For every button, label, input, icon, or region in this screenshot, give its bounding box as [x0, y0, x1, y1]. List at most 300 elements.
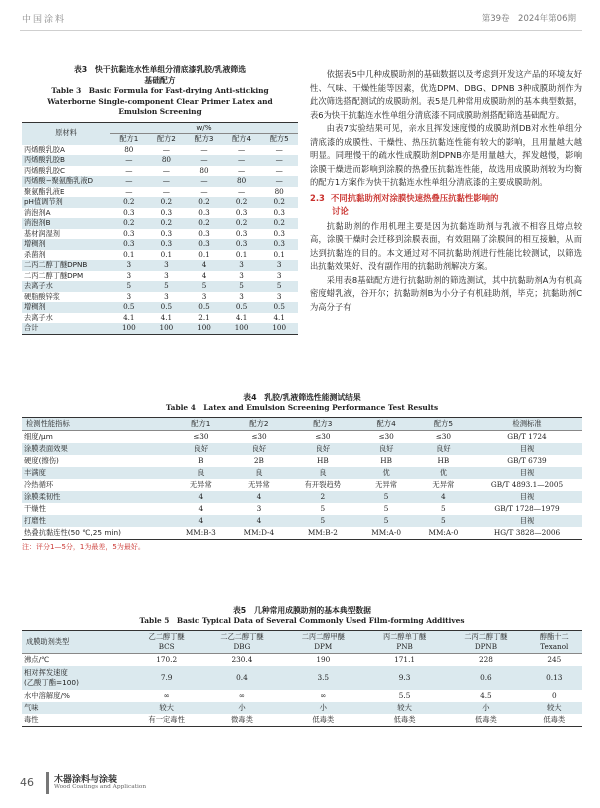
table4-cell: 良 [230, 467, 289, 479]
table3-cell: 4 [185, 260, 223, 271]
table4-cell: MM:B-3 [172, 527, 230, 540]
table5-col-header-cn: 二丙二醇丁醚 [464, 631, 508, 641]
table3-cell: — [185, 155, 223, 166]
table5-row-label-text: 沸点/℃ [24, 654, 50, 664]
table4-cell: 良 [172, 467, 230, 479]
table4-cell: GB/T 4893.1—2005 [472, 479, 582, 491]
table5-cell: 较大 [364, 702, 445, 714]
table5-cell: ∞ [201, 690, 282, 702]
table3-cell: 3 [148, 271, 186, 282]
table4-cell: HB [288, 455, 357, 467]
table4-row [22, 479, 582, 491]
table5-col-header [283, 630, 364, 653]
table4-cell: 优 [415, 467, 472, 479]
table5-col-header-en: DPM [314, 641, 333, 651]
table5-row [22, 702, 582, 714]
table5-row-label [22, 666, 132, 690]
table5-cell: 低毒类 [445, 714, 526, 727]
table4-row [22, 443, 582, 455]
table3-cell: 0.3 [110, 208, 148, 219]
table3-cell: — [260, 145, 298, 156]
table3-row-label: 杀菌剂 [22, 250, 110, 261]
table4-cell: 5 [358, 491, 415, 503]
table3-cell: 0.1 [148, 250, 186, 261]
table3-row-label: 增稠剂 [22, 239, 110, 250]
table3-row-label: 去离子水 [22, 313, 110, 324]
table3-block [22, 64, 298, 335]
section-number: 2.3 [310, 192, 325, 203]
table5-row-label-text: 水中溶解度/% [24, 690, 70, 700]
table4-row-label: 细度/μm [22, 430, 172, 443]
table5-cell: 0 [527, 690, 582, 702]
table5-col-header [364, 630, 445, 653]
table5-body [22, 653, 582, 726]
table4-cell: 无异常 [172, 479, 230, 491]
table4-col-header: 配方5 [415, 417, 472, 430]
table3-cell: 0.3 [260, 208, 298, 219]
table3-cell: 0.3 [260, 229, 298, 240]
table4-cell: 良 [288, 467, 357, 479]
table4-cell: 5 [358, 515, 415, 527]
table3-cell: 0.3 [148, 239, 186, 250]
table4-cell: 无异常 [230, 479, 289, 491]
table5-col-header [527, 630, 582, 653]
table5-col-header-cn: 二丙二醇甲醚 [301, 631, 345, 641]
table3-row [22, 302, 298, 313]
table4-cell: 良好 [172, 443, 230, 455]
table4-row-label: 涂膜柔韧性 [22, 491, 172, 503]
table5-row-label [22, 690, 132, 702]
table3-cell: 3 [260, 292, 298, 303]
table3-row-label: 二丙二醇丁醚DPNB [22, 260, 110, 271]
table5-col-header-en: Texanol [540, 641, 569, 651]
table3-cell: 0.2 [185, 218, 223, 229]
table3-row-label: 基材润湿剂 [22, 229, 110, 240]
table4-row-label: 打磨性 [22, 515, 172, 527]
table3-row [22, 292, 298, 303]
table5-row-label [22, 653, 132, 666]
table3-cell: 0.5 [260, 302, 298, 313]
table5-col-header-en: DPNB [474, 641, 497, 651]
table3-cell: 0.3 [185, 239, 223, 250]
paragraph: 由表7实验结果可见，亲水且挥发速度慢的成膜助剂DB对水性单组分清底漆的成膜性、干燥性、热压抗黏连性能有较大的影响，且用量越大越明显。同理慢干的疏水性成膜助剂DPNB亦是用量越大，挥发越慢，影响涂膜干燥进而影响到涂膜的热叠压抗黏连性能，故选用成膜助剂较为均衡的配方1方案作为快干抗黏连水性单组分清底漆的主要成膜助剂。 [310, 123, 582, 187]
table5-block [22, 605, 582, 727]
table4-cell: 4 [415, 491, 472, 503]
table4-cell: 良好 [415, 443, 472, 455]
table3-row-label: 合计 [22, 323, 110, 334]
table4-cell: MM:D-4 [230, 527, 289, 540]
table5-col-header [445, 630, 526, 653]
table3-row [22, 197, 298, 208]
table3-cell: — [148, 166, 186, 177]
table3-header-raw: 原材料 [22, 122, 110, 145]
table3-cell: — [185, 187, 223, 198]
table3-cell: 0.3 [223, 229, 261, 240]
table3-cell: 2.1 [185, 313, 223, 324]
table3-cell: 100 [110, 323, 148, 334]
table4-cell: HG/T 3828—2006 [472, 527, 582, 540]
table3-cell: 0.3 [223, 208, 261, 219]
table3-cell: 3 [148, 260, 186, 271]
table4-row [22, 503, 582, 515]
table5-caption-en: Table 5 Basic Typical Data of Several Commonly Used Film-forming Additives [139, 616, 465, 625]
table4-cell: 无异常 [415, 479, 472, 491]
table4-row [22, 467, 582, 479]
table4-cell: MM:A-0 [415, 527, 472, 540]
table3-cell: 0.3 [148, 208, 186, 219]
table4-cell: 目视 [472, 515, 582, 527]
table3-cell: 4.1 [223, 313, 261, 324]
page-number: 46 [20, 776, 34, 789]
table5-cell: ∞ [132, 690, 201, 702]
table5-row-label [22, 714, 132, 727]
table5-cell: 245 [527, 653, 582, 666]
table4-row [22, 430, 582, 443]
table5-cell: ∞ [283, 690, 364, 702]
table4-note: 注：评分1—5分，1为最差，5为最好。 [22, 542, 145, 551]
table3-cell: 0.1 [223, 250, 261, 261]
table4-cell: 优 [358, 467, 415, 479]
footer-divider [46, 772, 49, 794]
paragraph: 采用表8基础配方进行抗黏助剂的筛选测试，其中抗黏助剂A为有机高密度蜡乳液，谷开尔；抗黏助剂B为小分子有机硅助剂，毕克；抗黏助剂C为高分子有 [310, 274, 582, 312]
table5-cell: 小 [283, 702, 364, 714]
table3-cell: 3 [110, 271, 148, 282]
table3-cell: 4.1 [110, 313, 148, 324]
table3-cell: 0.3 [223, 239, 261, 250]
table3-row [22, 281, 298, 292]
table5-cell: 小 [445, 702, 526, 714]
table5-col-header-cn: 丙二醇单丁醚 [383, 631, 427, 641]
table3-cell: 5 [260, 281, 298, 292]
table3-cell: 0.1 [260, 250, 298, 261]
table3-cell: 100 [148, 323, 186, 334]
table4-body [22, 430, 582, 539]
table3-cell: — [185, 176, 223, 187]
table4-cell: 良好 [230, 443, 289, 455]
table5-row [22, 690, 582, 702]
table5-cell: 228 [445, 653, 526, 666]
table4-cell: 目视 [472, 491, 582, 503]
table5-cell: 190 [283, 653, 364, 666]
table4-cell: ≤30 [230, 430, 289, 443]
section-title-cont: 讨论 [332, 205, 349, 216]
table3-cell: 0.3 [185, 229, 223, 240]
table3-row [22, 260, 298, 271]
table4-col-header: 检测标准 [472, 417, 582, 430]
table3-cell: 80 [260, 187, 298, 198]
table4-cell: B [172, 455, 230, 467]
footer-journal-name-en: Wood Coatings and Application [54, 784, 147, 790]
table3-cell: 0.2 [148, 218, 186, 229]
table3-row-label: 丙烯酸−聚氨酯乳液D [22, 176, 110, 187]
table5-cell: 0.13 [527, 666, 582, 690]
table3-cell: 3 [223, 271, 261, 282]
table4-cell: 5 [288, 503, 357, 515]
table3-cell: — [110, 166, 148, 177]
table4-cell: 目视 [472, 467, 582, 479]
table3-cell: 0.2 [110, 197, 148, 208]
table5-cell: 低毒类 [283, 714, 364, 727]
table3-row-label: 去离子水 [22, 281, 110, 292]
paragraph: 依据表5中几种成膜助剂的基础数据以及考虑到开发这产品的环境友好性、气味、干燥性能等因素，优选DPM、DBG、DPNB 3种成膜助剂作为此次筛选搭配测试的成膜助剂。表5是几种常用成膜助剂的基本典型数据，表6为快干抗黏连水性单组分清底漆不同成膜助剂搭配筛选基础配方。 [310, 69, 582, 120]
section-title: 不同抗黏助剂对涂膜快速热叠压抗黏性影响的 [330, 192, 499, 203]
table4-row-label: 硬度(擦伤) [22, 455, 172, 467]
table5-col-header-cn: 乙二醇丁醚 [148, 631, 185, 641]
table3-cell: 3 [148, 292, 186, 303]
body-text-right [310, 68, 582, 314]
table3-cell: 3 [110, 260, 148, 271]
table4-cell: GB/T 1724 [472, 430, 582, 443]
table3-cell: 100 [223, 323, 261, 334]
table3-col-header: 配方1 [110, 134, 148, 145]
table3-cell: — [185, 145, 223, 156]
table4-col-header: 配方4 [358, 417, 415, 430]
table4-cell: HB [358, 455, 415, 467]
table3-row [22, 250, 298, 261]
table4-cell: 5 [415, 503, 472, 515]
table4-row-label: 干燥性 [22, 503, 172, 515]
table5-row [22, 653, 582, 666]
table3-row [22, 155, 298, 166]
table5-cell: 微毒类 [201, 714, 282, 727]
table3-row [22, 313, 298, 324]
table3-row [22, 187, 298, 198]
table3-cell: 3 [260, 271, 298, 282]
table3-row [22, 239, 298, 250]
table4-cell: 5 [358, 503, 415, 515]
table5-col-header [201, 630, 282, 653]
table3-cell: 0.1 [185, 250, 223, 261]
table4-cell: 5 [288, 515, 357, 527]
table3-row [22, 176, 298, 187]
table3-cell: — [110, 187, 148, 198]
table4-cell: 良好 [288, 443, 357, 455]
table3-row [22, 229, 298, 240]
issue-info: 第39卷 2024年第06期 [481, 14, 576, 24]
table4-cell: GB/T 6739 [472, 455, 582, 467]
table3-caption-cn: 表3 快干抗黏连水性单组分清底漆乳胶/乳液筛选 基础配方 [73, 65, 246, 85]
table5-cell: 小 [201, 702, 282, 714]
table5-cell: 3.5 [283, 666, 364, 690]
table4-col-header: 配方1 [172, 417, 230, 430]
table3-row [22, 218, 298, 229]
table4 [22, 417, 582, 540]
table3-row-label: 丙烯酸乳胶B [22, 155, 110, 166]
table3-cell: — [260, 155, 298, 166]
table3-cell: 0.1 [110, 250, 148, 261]
table3-row [22, 208, 298, 219]
table3-cell: 0.2 [223, 197, 261, 208]
table5-row-label [22, 702, 132, 714]
table3-body [22, 145, 298, 335]
table4-cell: 4 [172, 503, 230, 515]
table5-cell: 5.5 [364, 690, 445, 702]
table3-col-header: 配方5 [260, 134, 298, 145]
table4-col-header: 检测性能指标 [22, 417, 172, 430]
table4-row [22, 491, 582, 503]
table3-cell: 100 [260, 323, 298, 334]
table4-cell: 4 [172, 491, 230, 503]
table3-col-header: 配方2 [148, 134, 186, 145]
running-header [0, 8, 600, 30]
table4-cell: 4 [172, 515, 230, 527]
table3-cell: 0.5 [110, 302, 148, 313]
table4-block [22, 392, 582, 552]
table5 [22, 630, 582, 727]
table3-cell: 0.3 [110, 239, 148, 250]
table3-row-label: 消泡剂B [22, 218, 110, 229]
table3 [22, 122, 298, 335]
table5-header-type: 成膜助剂类型 [22, 630, 132, 653]
table4-row-label: 冷热循环 [22, 479, 172, 491]
table3-cell: 0.2 [260, 218, 298, 229]
table4-row [22, 527, 582, 540]
table3-cell: 5 [185, 281, 223, 292]
table3-row [22, 166, 298, 177]
table3-row-label: 增稠剂 [22, 302, 110, 313]
table4-row [22, 455, 582, 467]
table4-cell: 5 [415, 515, 472, 527]
table4-caption-en: Table 4 Latex and Emulsion Screening Performance Test Results [165, 403, 439, 412]
table4-caption-cn: 表4 乳胶/乳液筛选性能测试结果 [243, 393, 361, 402]
table5-cell: 低毒类 [527, 714, 582, 727]
table5-cell: 有一定毒性 [132, 714, 201, 727]
table5-cell: 0.4 [201, 666, 282, 690]
table3-cell: — [223, 166, 261, 177]
table4-cell: 4 [230, 491, 289, 503]
table5-cell: 230.4 [201, 653, 282, 666]
table4-row-label: 涂膜表面效果 [22, 443, 172, 455]
table3-cell: 4 [185, 271, 223, 282]
table4-cell: 有开裂趋势 [288, 479, 357, 491]
table3-cell: 100 [185, 323, 223, 334]
table5-col-header-en: PNB [396, 641, 413, 651]
table3-caption-en: Table 3 Basic Formula for Fast-drying Anti-sticking Waterborne Single-component Clear Primer Latex and Emulsion Screening [47, 86, 273, 116]
table5-cell: 9.3 [364, 666, 445, 690]
table4-row [22, 515, 582, 527]
table4-col-header: 配方3 [288, 417, 357, 430]
table5-cell: 0.6 [445, 666, 526, 690]
table3-cell: 3 [110, 292, 148, 303]
table3-cell: 80 [110, 145, 148, 156]
table4-cell: ≤30 [172, 430, 230, 443]
table3-cell: 0.2 [148, 197, 186, 208]
table5-row-label-text: 相对挥发速度 [24, 667, 68, 677]
table3-cell: 0.2 [110, 218, 148, 229]
table3-col-header: 配方3 [185, 134, 223, 145]
table3-cell: — [148, 187, 186, 198]
table5-cell: 171.1 [364, 653, 445, 666]
table3-col-header: 配方4 [223, 134, 261, 145]
table4-cell: 无异常 [358, 479, 415, 491]
table3-cell: 4.1 [260, 313, 298, 324]
table4-cell: MM:B-2 [288, 527, 357, 540]
table3-cell: — [223, 145, 261, 156]
table4-cell: 4 [230, 515, 289, 527]
table5-cell: 较大 [132, 702, 201, 714]
table3-row-label: 丙烯酸乳胶C [22, 166, 110, 177]
table3-row-label: 硬脂酸锌浆 [22, 292, 110, 303]
table5-col-header-en: DBG [233, 641, 251, 651]
table3-cell: 0.5 [223, 302, 261, 313]
table3-cell: — [260, 166, 298, 177]
table3-header-unit: w/% [110, 122, 298, 134]
table3-row-label: 消泡剂A [22, 208, 110, 219]
table3-cell: 3 [223, 260, 261, 271]
table5-cell: 4.5 [445, 690, 526, 702]
table5-caption-cn: 表5 几种常用成膜助剂的基本典型数据 [233, 606, 371, 615]
table4-cell: ≤30 [358, 430, 415, 443]
table3-cell: — [148, 176, 186, 187]
table5-row [22, 666, 582, 690]
table3-row-label: 丙烯酸乳胶A [22, 145, 110, 156]
table3-cell: 3 [185, 292, 223, 303]
table5-row-label-text: 气味 [24, 702, 39, 712]
table5-col-header-cn: 醇酯十二 [539, 631, 569, 641]
table3-row-label: 聚氨酯乳液E [22, 187, 110, 198]
table4-row-label: 热叠抗黏连性(50 ℃,25 min) [22, 527, 172, 540]
table5-cell: 170.2 [132, 653, 201, 666]
journal-name: 中国涂料 [22, 15, 67, 25]
table4-cell: MM:A-0 [358, 527, 415, 540]
table3-cell: 80 [185, 166, 223, 177]
table3-cell: — [223, 155, 261, 166]
header-divider [20, 30, 582, 31]
table5-col-header-en: BCS [158, 641, 175, 651]
table3-row-label: pH值调节剂 [22, 197, 110, 208]
table3-cell: 3 [260, 260, 298, 271]
table3-row [22, 145, 298, 156]
table5-cell: 较大 [527, 702, 582, 714]
table3-cell: 0.3 [110, 229, 148, 240]
table3-cell: 5 [110, 281, 148, 292]
table3-cell: — [110, 155, 148, 166]
table5-cell: 7.9 [132, 666, 201, 690]
table4-cell: 2 [288, 491, 357, 503]
table3-cell: — [223, 187, 261, 198]
table4-cell: 2B [230, 455, 289, 467]
table5-col-header [132, 630, 201, 653]
table4-col-header: 配方2 [230, 417, 289, 430]
table3-cell: 4.1 [148, 313, 186, 324]
table4-cell: 目视 [472, 443, 582, 455]
table3-cell: 0.5 [148, 302, 186, 313]
table3-cell: 0.3 [148, 229, 186, 240]
table3-row [22, 323, 298, 334]
table4-cell: ≤30 [288, 430, 357, 443]
section-heading [310, 192, 582, 218]
table3-cell: 0.3 [185, 208, 223, 219]
table4-cell: 良好 [358, 443, 415, 455]
table3-cell: 0.2 [223, 218, 261, 229]
table5-cell: 低毒类 [364, 714, 445, 727]
table5-row-label-text: 毒性 [24, 714, 39, 724]
table4-cell: GB/T 1728—1979 [472, 503, 582, 515]
table3-cell: 80 [223, 176, 261, 187]
footer-journal-name: 木器涂料与涂装 [54, 775, 118, 785]
table3-cell: 5 [148, 281, 186, 292]
table3-cell: 5 [223, 281, 261, 292]
table3-row [22, 271, 298, 282]
table3-cell: 80 [148, 155, 186, 166]
table4-row-label: 丰满度 [22, 467, 172, 479]
table3-row-label: 二丙二醇丁醚DPM [22, 271, 110, 282]
table3-cell: 0.2 [260, 197, 298, 208]
table3-cell: — [260, 176, 298, 187]
page-footer [20, 770, 220, 798]
table4-cell: 3 [230, 503, 289, 515]
table3-cell: 3 [223, 292, 261, 303]
